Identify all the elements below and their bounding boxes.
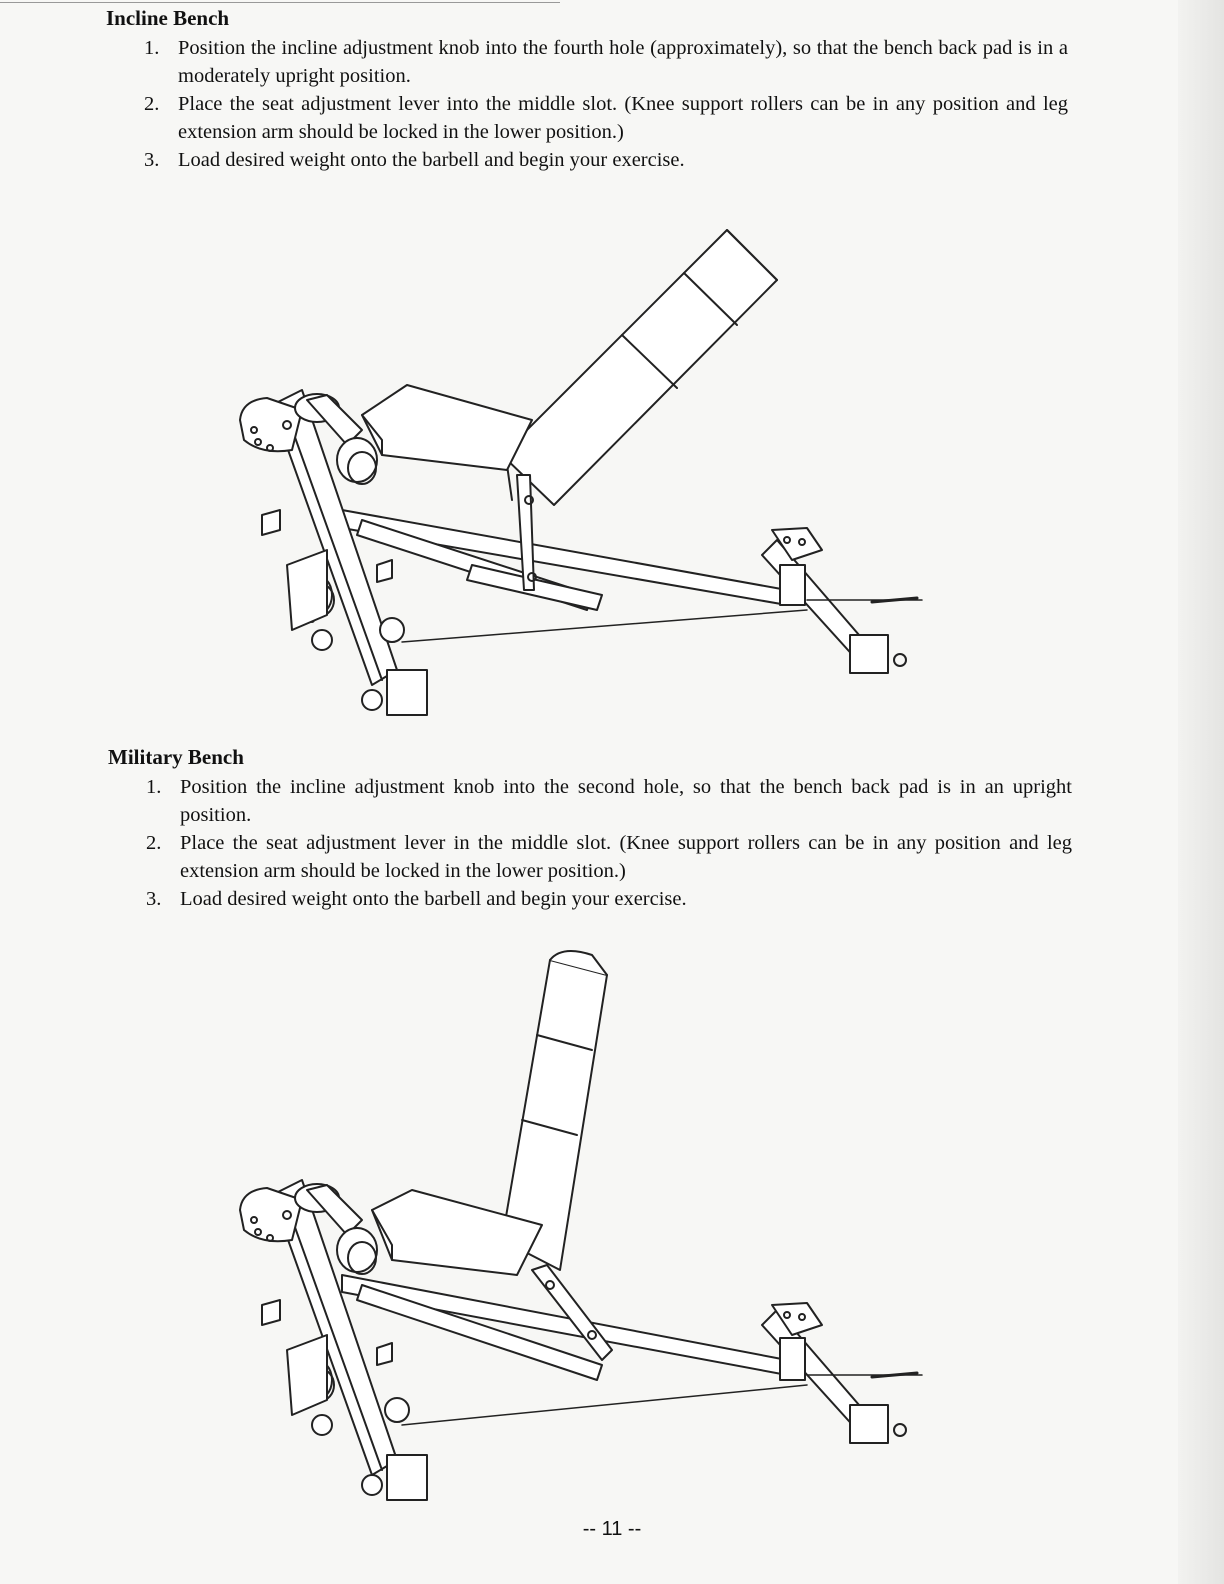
step-number: 1. — [146, 776, 162, 798]
military-bench-illustration — [232, 940, 932, 1510]
step-text: Place the seat adjustment lever in the middle slot. (Knee support rollers can be in any position and leg extension arm should be locked in the lower position.) — [180, 832, 1072, 882]
top-rule — [0, 2, 560, 3]
step-number: 3. — [146, 888, 162, 910]
page-number: -- 11 -- — [582, 1518, 642, 1540]
list-item — [106, 90, 1068, 146]
step-number: 1. — [144, 37, 160, 59]
list-item — [106, 34, 1068, 90]
step-number: 2. — [144, 93, 160, 115]
list-item — [108, 773, 1072, 829]
incline-bench-section — [106, 6, 1068, 174]
list-item — [108, 829, 1072, 885]
incline-bench-steps — [106, 34, 1068, 174]
step-number: 3. — [144, 149, 160, 171]
step-text: Load desired weight onto the barbell and begin your exercise. — [178, 149, 685, 171]
step-text: Position the incline adjustment knob into the second hole, so that the bench back pad is in an upright position. — [180, 776, 1072, 826]
step-text: Position the incline adjustment knob into the fourth hole (approximately), so that the bench back pad is in a moderately upright position. — [178, 37, 1068, 87]
military-bench-section — [108, 745, 1072, 913]
list-item — [108, 885, 1072, 913]
section-title-incline-bench: Incline Bench — [106, 6, 230, 30]
incline-bench-illustration — [232, 210, 932, 730]
military-bench-steps — [108, 773, 1072, 913]
step-text: Load desired weight onto the barbell and begin your exercise. — [180, 888, 687, 910]
step-text: Place the seat adjustment lever into the middle slot. (Knee support rollers can be in any position and leg extension arm should be locked in the lower position.) — [178, 93, 1068, 143]
list-item — [106, 146, 1068, 174]
page-edge-shadow — [1178, 0, 1224, 1584]
section-title-military-bench: Military Bench — [108, 745, 244, 769]
step-number: 2. — [146, 832, 162, 854]
